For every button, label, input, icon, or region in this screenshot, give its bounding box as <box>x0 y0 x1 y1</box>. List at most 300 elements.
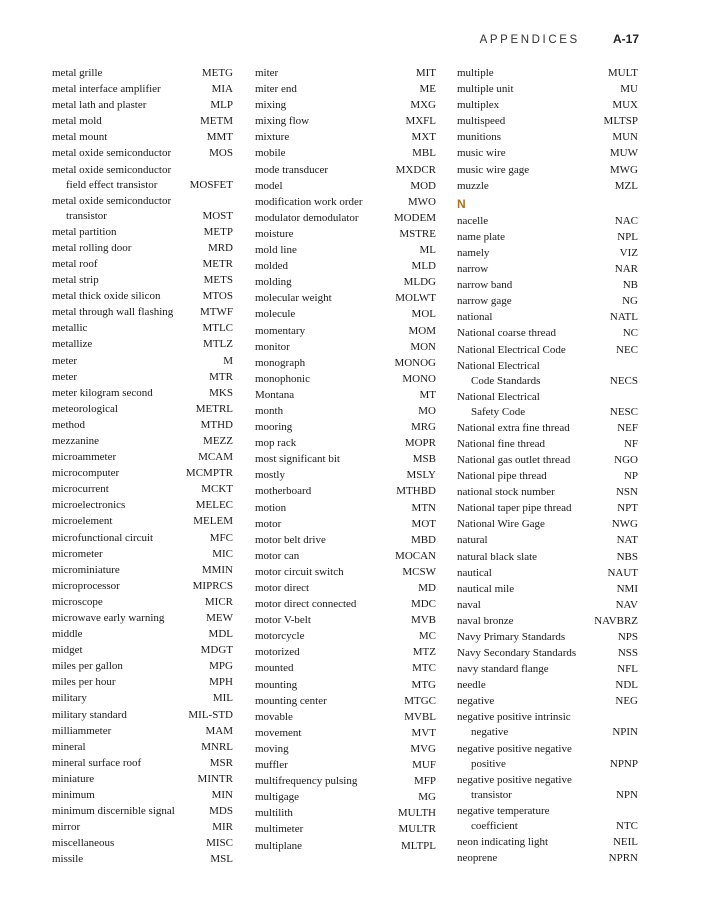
entry-abbreviation: MICR <box>204 595 233 608</box>
abbreviation-entry <box>52 370 233 386</box>
term-text: metal roof <box>52 257 98 270</box>
abbreviation-entry <box>457 278 638 294</box>
term-text: natural black slate <box>457 550 538 563</box>
term-text: metal through wall flashing <box>52 306 174 319</box>
abbreviation-entry <box>255 227 436 243</box>
entry-abbreviation: MELEC <box>195 499 233 512</box>
entry-term <box>52 643 197 658</box>
abbreviation-entry <box>52 354 233 370</box>
entry-abbreviation: MSL <box>210 853 233 866</box>
entry-abbreviation: METR <box>202 257 233 270</box>
entry-abbreviation: MSLY <box>406 469 436 482</box>
entry-term <box>255 130 408 145</box>
entry-term <box>52 724 201 739</box>
abbreviation-entry <box>52 82 233 98</box>
term-text: mop rack <box>255 437 297 450</box>
term-text: Montana <box>255 388 295 401</box>
term-text: music wire gage <box>457 163 530 176</box>
term-text: needle <box>457 679 486 692</box>
entry-abbreviation: MCMPTR <box>185 467 233 480</box>
abbreviation-entry <box>255 436 436 452</box>
abbreviation-entry <box>457 773 638 804</box>
entry-term <box>255 501 408 516</box>
term-text: metal oxide semiconductor <box>52 147 172 160</box>
abbreviation-entry <box>255 243 436 259</box>
term-text: meter kilogram second <box>52 386 153 399</box>
abbreviation-entry <box>52 804 233 820</box>
term-text: microelectronics <box>52 499 126 512</box>
entry-term <box>255 468 403 483</box>
abbreviation-entry <box>255 404 436 420</box>
entry-abbreviation: MC <box>418 630 436 643</box>
entry-term <box>457 550 613 565</box>
entry-abbreviation: MVB <box>410 614 436 627</box>
entry-term <box>255 259 408 274</box>
entry-abbreviation: MLTSP <box>603 115 638 128</box>
abbreviation-entry <box>457 804 638 835</box>
term-text: National pipe thread <box>457 470 547 483</box>
entry-term <box>52 740 197 755</box>
abbreviation-entry <box>457 614 638 630</box>
entry-abbreviation: NATL <box>609 311 638 324</box>
term-continuation: coefficient <box>471 819 518 832</box>
term-text: microwave early warning <box>52 612 165 624</box>
entry-term <box>52 194 198 224</box>
entry-abbreviation: NEG <box>615 695 638 708</box>
entry-abbreviation: METS <box>203 274 233 287</box>
entry-term <box>52 225 200 240</box>
entry-term <box>52 691 209 706</box>
term-text: natural <box>457 534 488 547</box>
abbreviation-entry <box>255 774 436 790</box>
column-3 <box>457 66 638 867</box>
entry-term <box>457 421 613 436</box>
entry-abbreviation: MDC <box>410 598 436 611</box>
term-text: nacelle <box>457 214 489 227</box>
entry-term <box>52 466 182 481</box>
term-text: metal mount <box>52 131 108 144</box>
term-text: metal rolling door <box>52 241 132 254</box>
entry-abbreviation: METRL <box>195 402 233 415</box>
entry-term <box>52 241 204 256</box>
entry-term <box>255 420 407 435</box>
term-text: mineral surface roof <box>52 756 142 769</box>
entry-term <box>255 66 412 81</box>
abbreviation-entry <box>457 246 638 262</box>
entry-term <box>457 598 612 613</box>
term-text: motorized <box>255 646 300 659</box>
entry-abbreviation: NP <box>623 470 638 483</box>
term-text: National Electrical <box>457 359 540 372</box>
entry-abbreviation: NSN <box>615 486 638 499</box>
abbreviation-entry <box>52 772 233 788</box>
entry-term <box>255 227 395 242</box>
abbreviation-entry <box>255 645 436 661</box>
term-text: narrow gage <box>457 295 512 308</box>
entry-term <box>457 710 608 740</box>
term-text: metal oxide semiconductor <box>52 163 172 176</box>
abbreviation-entry <box>457 114 638 130</box>
term-text: mobile <box>255 147 286 160</box>
abbreviation-entry <box>255 710 436 726</box>
entry-abbreviation: NPT <box>617 502 638 515</box>
abbreviation-entry <box>52 579 233 595</box>
entry-abbreviation: MULTR <box>398 823 436 836</box>
entry-term <box>255 678 408 693</box>
entry-abbreviation: MMIN <box>201 563 233 576</box>
term-text: modulator demodulator <box>255 211 359 224</box>
entry-term <box>255 163 392 178</box>
abbreviation-entry <box>457 437 638 453</box>
entry-term <box>457 694 611 709</box>
abbreviation-entry <box>457 501 638 517</box>
term-continuation: negative <box>471 726 509 739</box>
term-text: national <box>457 311 493 324</box>
abbreviation-entry <box>457 566 638 582</box>
term-text: molding <box>255 276 292 289</box>
term-text: narrow band <box>457 279 513 292</box>
entry-term <box>457 566 603 581</box>
abbreviation-entry <box>255 98 436 114</box>
entry-abbreviation: NPRN <box>608 851 638 864</box>
entry-term <box>52 402 192 417</box>
entry-term <box>255 195 404 210</box>
entry-abbreviation: NESC <box>609 405 638 418</box>
entry-abbreviation: MFC <box>209 531 233 544</box>
entry-abbreviation: NAT <box>616 534 638 547</box>
entry-abbreviation: MWG <box>609 163 638 176</box>
entry-abbreviation: NC <box>622 327 638 340</box>
entry-term <box>457 130 608 145</box>
entry-abbreviation: NGO <box>614 453 638 466</box>
entry-abbreviation: MEZZ <box>203 434 233 447</box>
term-text: nautical mile <box>457 582 515 595</box>
abbreviation-entry <box>255 806 436 822</box>
entry-abbreviation: NAUT <box>607 566 638 579</box>
abbreviation-entry <box>52 163 233 194</box>
term-text: multiplex <box>457 99 500 112</box>
term-text: midget <box>52 644 83 657</box>
term-text: negative positive negative <box>457 773 572 786</box>
entry-abbreviation: MFP <box>413 775 436 788</box>
term-text: mounting <box>255 678 298 691</box>
term-text: moisture <box>255 227 294 240</box>
entry-term <box>457 343 612 358</box>
abbreviation-entry <box>255 324 436 340</box>
term-text: movable <box>255 710 293 723</box>
entry-term <box>52 836 202 851</box>
abbreviation-entry <box>255 597 436 613</box>
term-text: metallize <box>52 338 93 351</box>
entry-abbreviation: NTC <box>616 819 638 832</box>
entry-abbreviation: MVT <box>411 726 436 739</box>
entry-term <box>52 563 198 578</box>
abbreviation-entry <box>255 356 436 372</box>
entry-abbreviation: MIN <box>211 789 233 802</box>
abbreviation-entry <box>255 211 436 227</box>
entry-term <box>457 582 613 597</box>
entry-term <box>255 839 397 854</box>
entry-abbreviation: MUN <box>612 131 638 144</box>
term-text: motor direct <box>255 582 310 594</box>
entry-term <box>255 517 408 532</box>
abbreviation-entry <box>255 388 436 404</box>
abbreviation-entry <box>255 468 436 484</box>
entry-abbreviation: MTN <box>411 501 436 514</box>
term-text: mold line <box>255 244 297 257</box>
entry-term <box>52 514 189 529</box>
entry-term <box>457 98 608 113</box>
entry-term <box>255 822 395 837</box>
entry-abbreviation: MTLZ <box>203 338 233 351</box>
entry-abbreviation: MINTR <box>197 772 233 785</box>
abbreviation-entry <box>52 289 233 305</box>
abbreviation-entry <box>457 230 638 246</box>
abbreviation-entry <box>457 469 638 485</box>
entry-term <box>52 354 219 369</box>
term-text: microelement <box>52 515 113 528</box>
abbreviation-entry <box>457 359 638 390</box>
abbreviation-entry <box>255 549 436 565</box>
entry-term <box>255 179 406 194</box>
entry-abbreviation: MOPR <box>404 437 436 450</box>
entry-term <box>457 390 606 420</box>
entry-abbreviation: NPS <box>617 631 638 643</box>
entry-term <box>52 114 196 129</box>
entry-term <box>457 146 606 161</box>
abbreviation-entry <box>255 179 436 195</box>
abbreviation-entry <box>52 611 233 627</box>
abbreviation-entry <box>255 501 436 517</box>
entry-term <box>52 675 205 690</box>
entry-term <box>255 694 400 709</box>
abbreviation-entry <box>255 694 436 710</box>
abbreviation-entry <box>52 836 233 852</box>
entry-abbreviation: MUF <box>412 759 436 772</box>
abbreviation-entry <box>255 822 436 838</box>
term-text: miter <box>255 67 279 79</box>
entry-abbreviation: MXG <box>410 99 436 112</box>
entry-term <box>52 418 197 433</box>
abbreviation-entry <box>52 257 233 273</box>
term-text: National gas outlet thread <box>457 453 571 466</box>
term-text: motor direct connected <box>255 598 357 611</box>
entry-abbreviation: MONO <box>402 372 436 385</box>
entry-abbreviation: NG <box>622 295 638 308</box>
entry-abbreviation: MIC <box>212 547 233 560</box>
entry-abbreviation: MT <box>419 388 436 401</box>
abbreviation-entry <box>52 98 233 114</box>
term-text: negative positive intrinsic <box>457 711 571 724</box>
term-text: motion <box>255 501 287 514</box>
term-text: multiple <box>457 67 494 79</box>
term-text: miles per gallon <box>52 660 123 673</box>
entry-abbreviation: MULTH <box>397 807 436 820</box>
entry-term <box>255 742 406 757</box>
term-text: naval bronze <box>457 614 514 627</box>
section-letter-heading: N <box>457 196 466 211</box>
term-text: most significant bit <box>255 453 340 466</box>
entry-term <box>255 565 398 580</box>
entry-term <box>457 742 606 772</box>
entry-term <box>255 146 408 161</box>
abbreviation-entry <box>255 581 436 597</box>
entry-term <box>255 243 416 258</box>
term-text: molecular weight <box>255 292 332 305</box>
entry-term <box>52 547 208 562</box>
term-continuation: transistor <box>66 209 107 222</box>
term-text: milliammeter <box>52 724 112 737</box>
term-text: molded <box>255 260 288 273</box>
entry-abbreviation: MIT <box>415 67 436 79</box>
abbreviation-entry <box>52 627 233 643</box>
entry-abbreviation: MO <box>418 404 436 417</box>
term-text: multimeter <box>255 823 304 836</box>
entry-term <box>457 533 613 548</box>
abbreviation-entry <box>255 130 436 146</box>
term-text: motor V-belt <box>255 614 311 627</box>
entry-term <box>255 549 391 564</box>
entry-abbreviation: MLDG <box>403 276 436 289</box>
term-text: metal oxide semiconductor <box>52 194 172 207</box>
entry-term <box>52 482 197 497</box>
term-text: multifrequency pulsing <box>255 775 358 788</box>
column-1 <box>52 66 233 869</box>
entry-abbreviation: MTLC <box>202 322 233 335</box>
entry-term <box>52 273 200 288</box>
entry-abbreviation: MPG <box>209 660 233 673</box>
abbreviation-entry <box>255 726 436 742</box>
abbreviation-entry <box>52 66 233 82</box>
abbreviation-entry <box>255 195 436 211</box>
term-text: National Wire Gage <box>457 518 545 531</box>
term-continuation: field effect transistor <box>66 178 158 191</box>
abbreviation-entry <box>52 402 233 418</box>
entry-term <box>255 661 408 676</box>
abbreviation-entry <box>255 146 436 162</box>
entry-abbreviation: MBL <box>412 147 436 160</box>
section-title: APPENDICES <box>479 34 580 46</box>
abbreviation-entry <box>52 740 233 756</box>
entry-term <box>255 452 409 467</box>
entry-abbreviation: METP <box>203 225 233 238</box>
term-text: motherboard <box>255 485 312 498</box>
abbreviation-entry <box>457 835 638 851</box>
entry-abbreviation: MG <box>418 791 436 804</box>
entry-term <box>457 437 620 452</box>
abbreviation-entry <box>255 517 436 533</box>
abbreviation-entry <box>255 533 436 549</box>
entry-term <box>457 163 606 178</box>
entry-term <box>457 453 610 468</box>
entry-abbreviation: MOST <box>202 209 233 222</box>
entry-term <box>52 450 194 465</box>
abbreviation-entry <box>457 851 638 867</box>
entry-term <box>457 66 604 81</box>
term-text: Navy Secondary Standards <box>457 647 577 660</box>
entry-abbreviation: MPH <box>209 676 233 689</box>
abbreviation-entry <box>52 194 233 225</box>
entry-abbreviation: NSS <box>617 647 638 660</box>
term-text: metal partition <box>52 225 117 238</box>
entry-abbreviation: MU <box>620 83 638 96</box>
entry-abbreviation: M <box>223 354 233 367</box>
entry-abbreviation: MDS <box>209 805 233 818</box>
term-text: microminiature <box>52 563 120 576</box>
term-text: National fine thread <box>457 437 545 450</box>
abbreviation-entry <box>52 241 233 257</box>
entry-term <box>52 852 206 867</box>
abbreviation-entry <box>457 390 638 421</box>
term-text: metal thick oxide silicon <box>52 290 161 303</box>
entry-term <box>52 337 199 352</box>
entry-abbreviation: NEF <box>617 421 638 434</box>
abbreviation-entry <box>52 852 233 868</box>
term-text: mounted <box>255 662 294 675</box>
entry-term <box>255 324 404 339</box>
term-text: monograph <box>255 356 306 369</box>
entry-abbreviation: MTHD <box>200 418 233 431</box>
entry-term <box>255 82 416 97</box>
entry-term <box>255 436 401 451</box>
term-text: minimum <box>52 789 95 802</box>
entry-abbreviation: NPL <box>617 230 638 243</box>
abbreviation-entry <box>457 214 638 230</box>
entry-term <box>255 645 409 660</box>
entry-abbreviation: MEW <box>206 612 233 624</box>
term-text: negative positive negative <box>457 742 572 755</box>
term-text: namely <box>457 246 490 259</box>
abbreviation-entry <box>255 307 436 323</box>
abbreviation-entry <box>52 130 233 146</box>
term-text: metal mold <box>52 115 102 128</box>
abbreviation-entry <box>457 310 638 326</box>
abbreviation-entry <box>457 694 638 710</box>
entry-abbreviation: MTR <box>209 370 233 383</box>
entry-term <box>52 788 208 803</box>
entry-abbreviation: NFL <box>617 663 638 676</box>
entry-abbreviation: NMI <box>616 582 638 595</box>
abbreviation-entry <box>457 146 638 162</box>
entry-abbreviation: MAM <box>205 724 233 737</box>
entry-abbreviation: MXT <box>411 131 436 144</box>
entry-term <box>52 66 198 81</box>
abbreviation-entry <box>52 273 233 289</box>
term-text: metal grille <box>52 67 103 79</box>
entry-term <box>52 98 206 113</box>
entry-abbreviation: MWO <box>407 195 436 208</box>
abbreviation-entry <box>52 643 233 659</box>
abbreviation-entry <box>52 531 233 547</box>
entry-term <box>52 321 198 336</box>
term-text: metal lath and plaster <box>52 99 147 112</box>
abbreviation-entry <box>255 452 436 468</box>
term-text: molecule <box>255 308 296 321</box>
term-text: mixture <box>255 131 290 144</box>
term-text: microcurrent <box>52 483 109 496</box>
term-text: multilith <box>255 807 293 820</box>
entry-term <box>255 98 406 113</box>
term-text: monophonic <box>255 372 310 385</box>
entry-abbreviation: MBD <box>410 533 436 546</box>
term-text: National Electrical <box>457 390 540 403</box>
entry-abbreviation: MTHBD <box>396 485 436 498</box>
entry-term <box>255 597 407 612</box>
term-text: Navy Primary Standards <box>457 631 566 643</box>
entry-term <box>457 294 618 309</box>
entry-term <box>52 579 189 594</box>
entry-abbreviation: MSTRE <box>399 227 436 240</box>
